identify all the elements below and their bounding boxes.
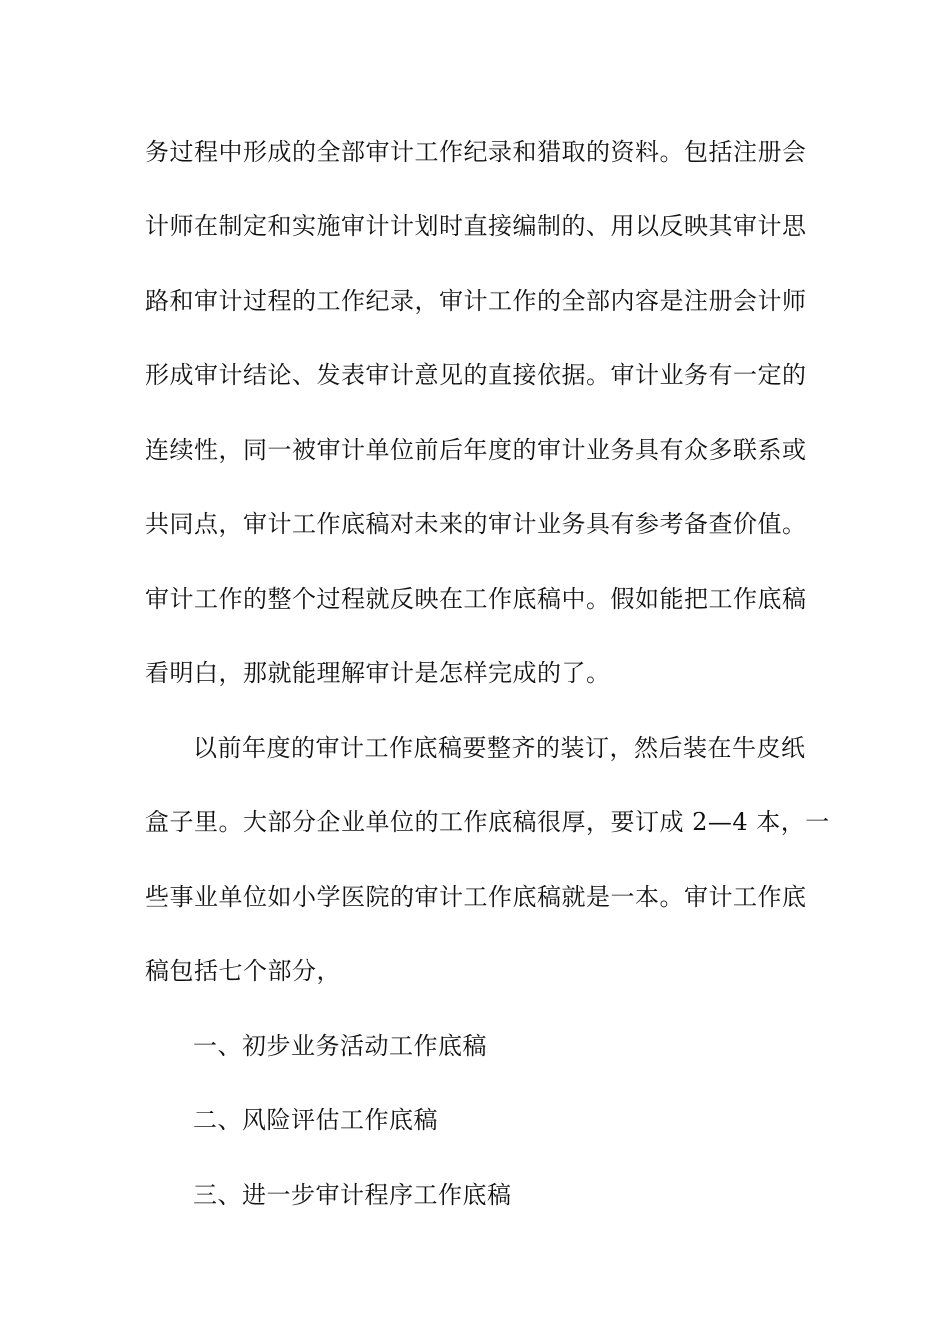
paragraph-1-line-1: 务过程中形成的全部审计工作纪录和猎取的资料。包括注册会 bbox=[145, 138, 807, 166]
paragraph-2-line-2: 盒子里。大部分企业单位的工作底稿很厚，要订成 2—4 本，一 bbox=[145, 808, 830, 836]
list-item: 一、初步业务活动工作底稿 bbox=[193, 1032, 487, 1060]
list-item: 二、风险评估工作底稿 bbox=[193, 1106, 438, 1134]
paragraph-1-line-8: 看明白，那就能理解审计是怎样完成的了。 bbox=[145, 659, 611, 687]
paragraph-1-line-5: 连续性，同一被审计单位前后年度的审计业务具有众多联系或 bbox=[145, 436, 807, 464]
paragraph-1-line-4: 形成审计结论、发表审计意见的直接依据。审计业务有一定的 bbox=[145, 361, 807, 389]
paragraph-2-line-3: 些事业单位如小学医院的审计工作底稿就是一本。审计工作底 bbox=[145, 883, 807, 911]
paragraph-2-line-1: 以前年度的审计工作底稿要整齐的装订，然后装在牛皮纸 bbox=[193, 734, 806, 762]
list-item: 三、进一步审计程序工作底稿 bbox=[193, 1181, 512, 1209]
paragraph-2-line-4: 稿包括七个部分， bbox=[145, 957, 341, 985]
paragraph-1-line-6: 共同点，审计工作底稿对未来的审计业务具有参考备查价值。 bbox=[145, 510, 807, 538]
paragraph-1-line-2: 计师在制定和实施审计计划时直接编制的、用以反映其审计思 bbox=[145, 212, 807, 240]
paragraph-1-line-7: 审计工作的整个过程就反映在工作底稿中。假如能把工作底稿 bbox=[145, 585, 807, 613]
paragraph-1-line-3: 路和审计过程的工作纪录，审计工作的全部内容是注册会计师 bbox=[145, 287, 807, 315]
